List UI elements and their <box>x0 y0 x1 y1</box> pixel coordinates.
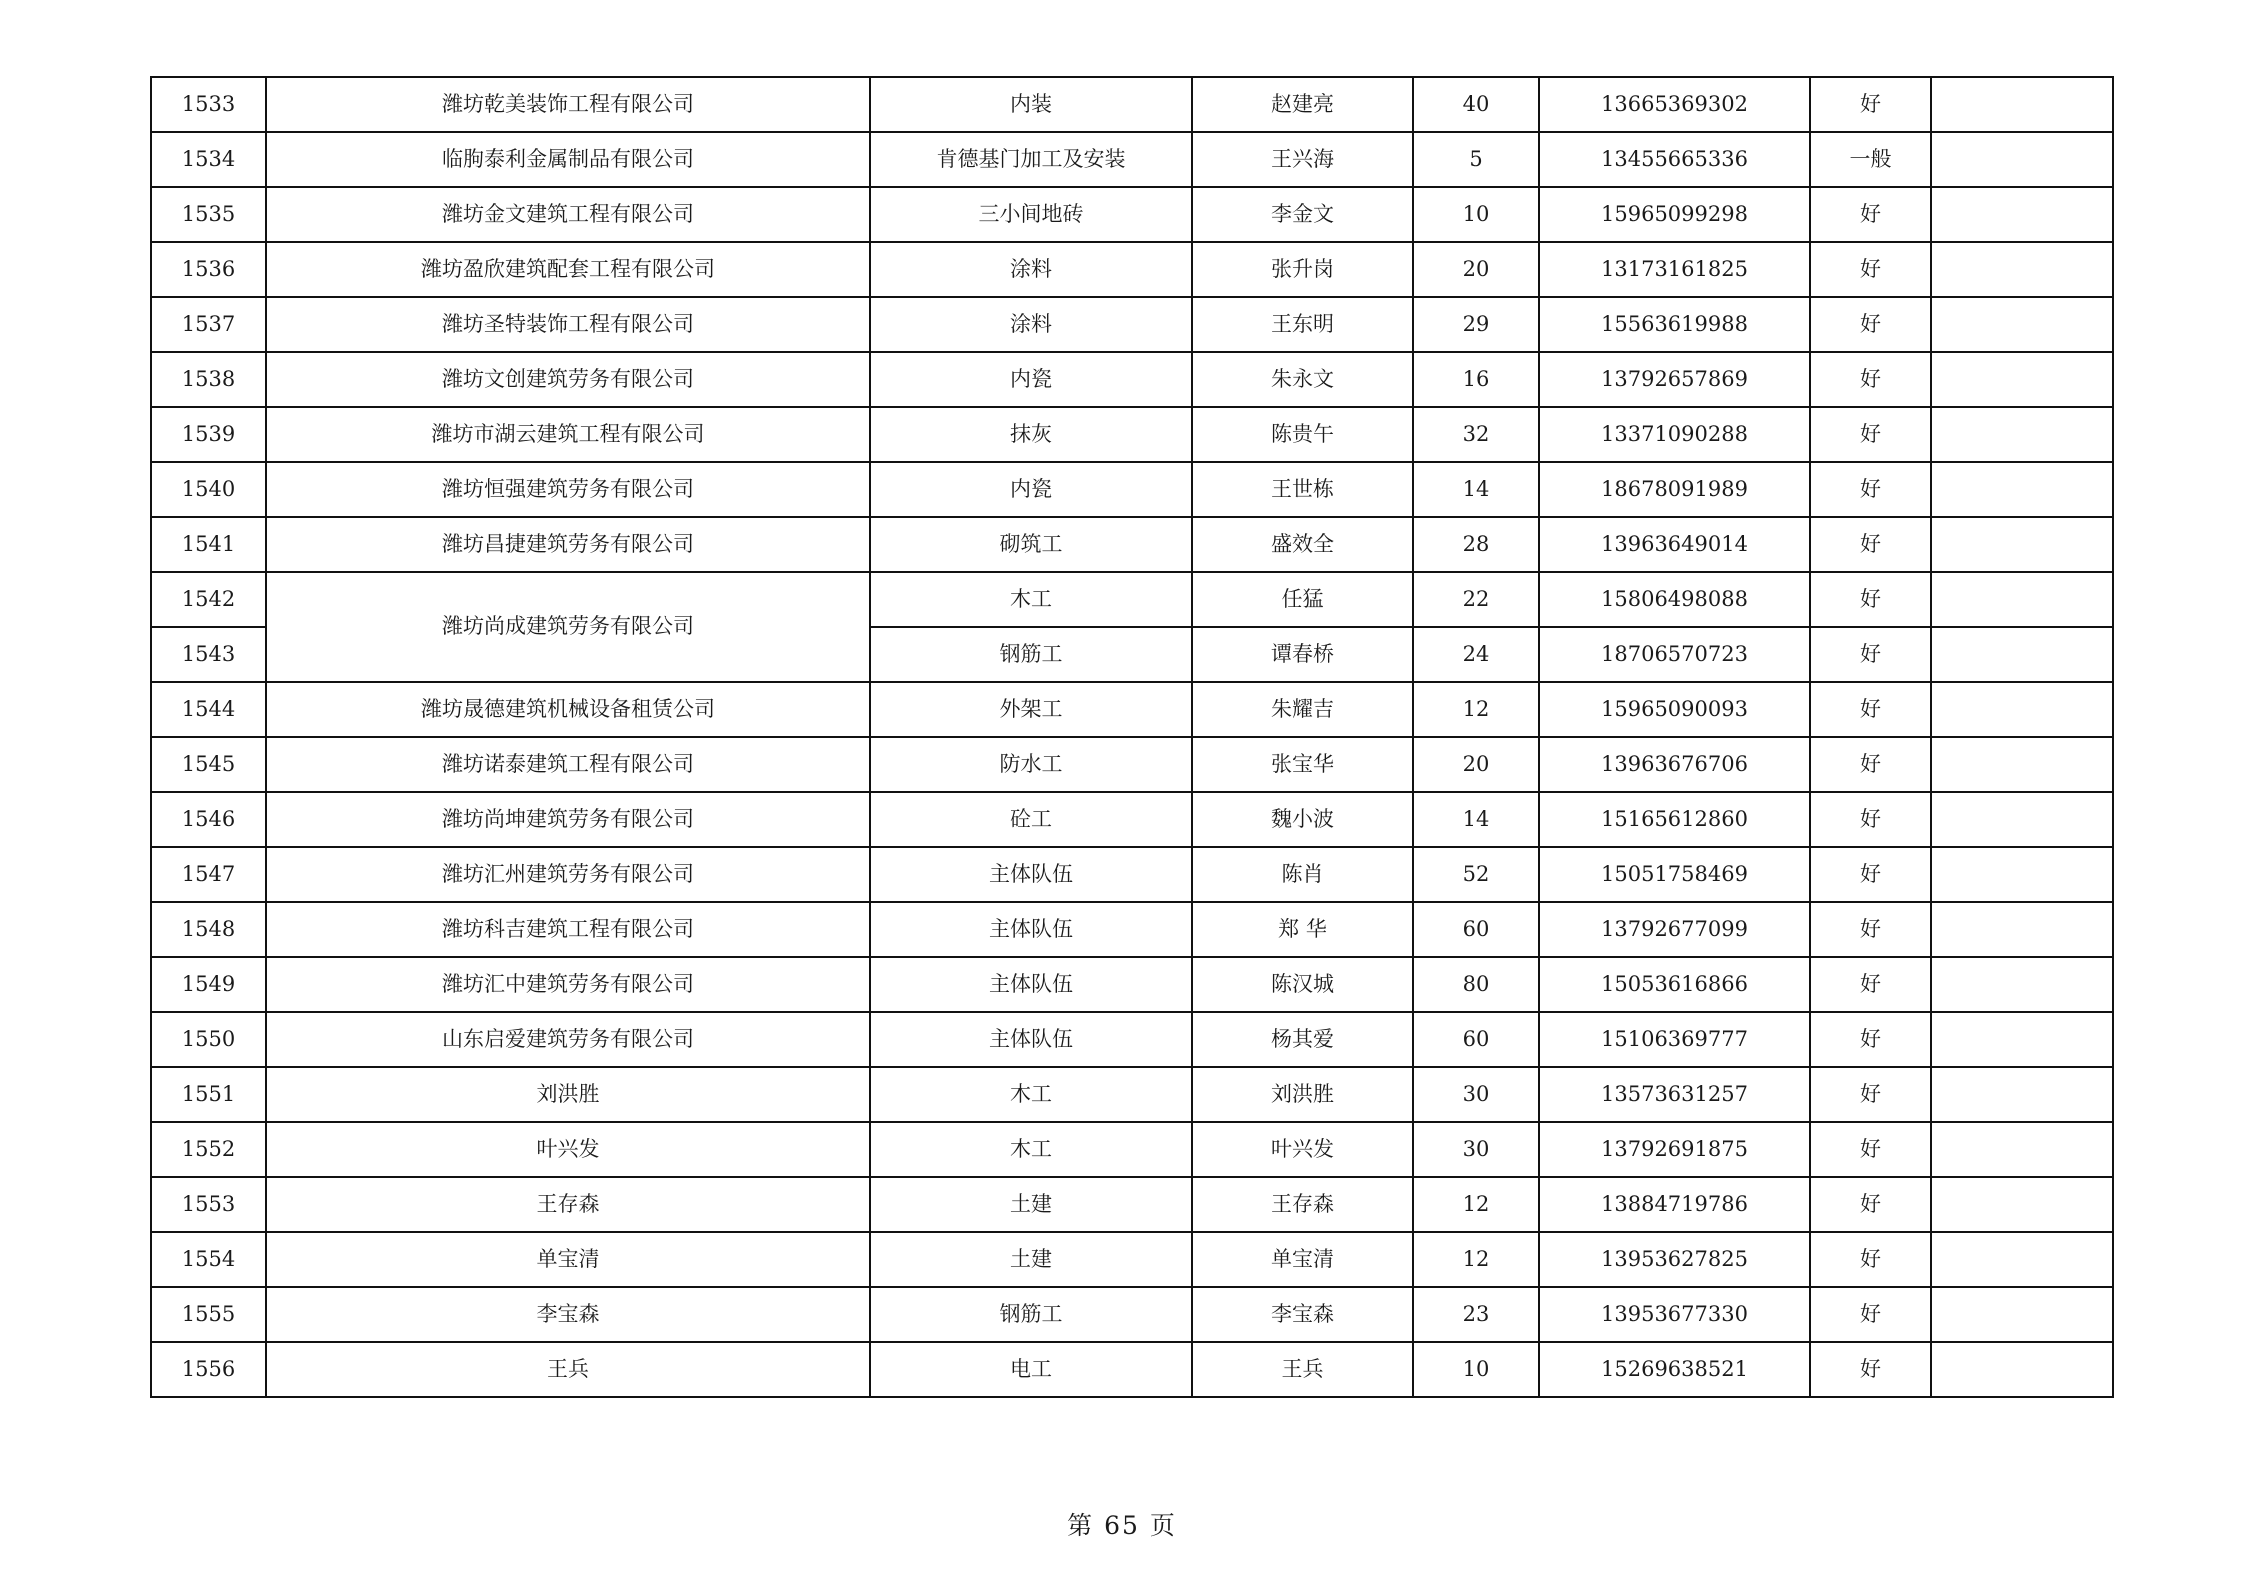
table-row <box>151 1067 2113 1122</box>
cell-company: 潍坊文创建筑劳务有限公司 <box>266 352 870 407</box>
cell-serial-number: 1550 <box>151 1012 266 1067</box>
cell-worker-count: 22 <box>1413 572 1539 627</box>
cell-remark <box>1931 902 2113 957</box>
cell-remark <box>1931 77 2113 132</box>
cell-phone: 13953627825 <box>1539 1232 1810 1287</box>
cell-contact-person: 郑 华 <box>1192 902 1413 957</box>
cell-trade: 内装 <box>870 77 1192 132</box>
cell-phone: 18706570723 <box>1539 627 1810 682</box>
cell-contact-person: 叶兴发 <box>1192 1122 1413 1177</box>
cell-worker-count: 14 <box>1413 462 1539 517</box>
cell-rating: 好 <box>1810 1287 1931 1342</box>
cell-remark <box>1931 792 2113 847</box>
cell-contact-person: 朱耀吉 <box>1192 682 1413 737</box>
cell-phone: 15965099298 <box>1539 187 1810 242</box>
cell-phone: 13371090288 <box>1539 407 1810 462</box>
table-row <box>151 1342 2113 1397</box>
cell-rating: 好 <box>1810 517 1931 572</box>
cell-phone: 13792657869 <box>1539 352 1810 407</box>
cell-trade: 土建 <box>870 1177 1192 1232</box>
cell-company: 叶兴发 <box>266 1122 870 1177</box>
cell-phone: 18678091989 <box>1539 462 1810 517</box>
cell-worker-count: 12 <box>1413 1232 1539 1287</box>
cell-remark <box>1931 682 2113 737</box>
cell-phone: 13573631257 <box>1539 1067 1810 1122</box>
cell-serial-number: 1538 <box>151 352 266 407</box>
cell-worker-count: 12 <box>1413 1177 1539 1232</box>
cell-contact-person: 王东明 <box>1192 297 1413 352</box>
cell-trade: 防水工 <box>870 737 1192 792</box>
cell-phone: 15165612860 <box>1539 792 1810 847</box>
table-row <box>151 847 2113 902</box>
cell-company: 潍坊诺泰建筑工程有限公司 <box>266 737 870 792</box>
cell-serial-number: 1548 <box>151 902 266 957</box>
cell-phone: 13173161825 <box>1539 242 1810 297</box>
cell-worker-count: 12 <box>1413 682 1539 737</box>
table-row <box>151 737 2113 792</box>
table-row <box>151 407 2113 462</box>
cell-remark <box>1931 352 2113 407</box>
cell-serial-number: 1537 <box>151 297 266 352</box>
cell-trade: 砌筑工 <box>870 517 1192 572</box>
cell-serial-number: 1552 <box>151 1122 266 1177</box>
cell-company: 潍坊盈欣建筑配套工程有限公司 <box>266 242 870 297</box>
table-row <box>151 572 2113 627</box>
table-row <box>151 1012 2113 1067</box>
cell-trade: 内瓷 <box>870 462 1192 517</box>
cell-company: 王存森 <box>266 1177 870 1232</box>
cell-phone: 13963676706 <box>1539 737 1810 792</box>
cell-serial-number: 1534 <box>151 132 266 187</box>
cell-phone: 15053616866 <box>1539 957 1810 1012</box>
cell-trade: 土建 <box>870 1232 1192 1287</box>
cell-serial-number: 1547 <box>151 847 266 902</box>
cell-worker-count: 24 <box>1413 627 1539 682</box>
cell-worker-count: 10 <box>1413 1342 1539 1397</box>
cell-rating: 好 <box>1810 1177 1931 1232</box>
cell-trade: 钢筋工 <box>870 627 1192 682</box>
cell-remark <box>1931 1067 2113 1122</box>
cell-phone: 15563619988 <box>1539 297 1810 352</box>
cell-rating: 好 <box>1810 352 1931 407</box>
cell-remark <box>1931 1232 2113 1287</box>
cell-trade: 主体队伍 <box>870 847 1192 902</box>
cell-company: 山东启爱建筑劳务有限公司 <box>266 1012 870 1067</box>
cell-worker-count: 29 <box>1413 297 1539 352</box>
cell-remark <box>1931 462 2113 517</box>
cell-company: 潍坊圣特装饰工程有限公司 <box>266 297 870 352</box>
cell-worker-count: 32 <box>1413 407 1539 462</box>
cell-company: 潍坊汇中建筑劳务有限公司 <box>266 957 870 1012</box>
cell-worker-count: 30 <box>1413 1067 1539 1122</box>
cell-rating: 好 <box>1810 737 1931 792</box>
cell-phone: 13963649014 <box>1539 517 1810 572</box>
cell-rating: 好 <box>1810 242 1931 297</box>
cell-remark <box>1931 187 2113 242</box>
cell-company: 刘洪胜 <box>266 1067 870 1122</box>
cell-rating: 好 <box>1810 682 1931 737</box>
cell-serial-number: 1535 <box>151 187 266 242</box>
table-row <box>151 297 2113 352</box>
cell-trade: 木工 <box>870 572 1192 627</box>
cell-company: 潍坊昌捷建筑劳务有限公司 <box>266 517 870 572</box>
cell-phone: 15806498088 <box>1539 572 1810 627</box>
cell-rating: 好 <box>1810 1232 1931 1287</box>
cell-contact-person: 王存森 <box>1192 1177 1413 1232</box>
cell-serial-number: 1555 <box>151 1287 266 1342</box>
cell-trade: 主体队伍 <box>870 957 1192 1012</box>
cell-company: 王兵 <box>266 1342 870 1397</box>
cell-contact-person: 盛效全 <box>1192 517 1413 572</box>
cell-rating: 好 <box>1810 957 1931 1012</box>
cell-contact-person: 张宝华 <box>1192 737 1413 792</box>
cell-rating: 好 <box>1810 187 1931 242</box>
cell-phone: 13455665336 <box>1539 132 1810 187</box>
cell-remark <box>1931 407 2113 462</box>
cell-worker-count: 40 <box>1413 77 1539 132</box>
cell-serial-number: 1543 <box>151 627 266 682</box>
cell-rating: 好 <box>1810 847 1931 902</box>
cell-contact-person: 李金文 <box>1192 187 1413 242</box>
cell-company: 李宝森 <box>266 1287 870 1342</box>
cell-remark <box>1931 1287 2113 1342</box>
cell-contact-person: 王兴海 <box>1192 132 1413 187</box>
cell-serial-number: 1536 <box>151 242 266 297</box>
cell-serial-number: 1551 <box>151 1067 266 1122</box>
cell-company: 潍坊金文建筑工程有限公司 <box>266 187 870 242</box>
page-number: 第 65 页 <box>1067 1511 1177 1540</box>
table-row <box>151 1287 2113 1342</box>
cell-rating: 好 <box>1810 627 1931 682</box>
cell-company: 单宝清 <box>266 1232 870 1287</box>
cell-trade: 主体队伍 <box>870 1012 1192 1067</box>
cell-remark <box>1931 1177 2113 1232</box>
cell-worker-count: 5 <box>1413 132 1539 187</box>
cell-company: 临朐泰利金属制品有限公司 <box>266 132 870 187</box>
table-row <box>151 242 2113 297</box>
table-row <box>151 1122 2113 1177</box>
cell-worker-count: 23 <box>1413 1287 1539 1342</box>
cell-rating: 好 <box>1810 462 1931 517</box>
cell-remark <box>1931 737 2113 792</box>
cell-serial-number: 1533 <box>151 77 266 132</box>
cell-company: 潍坊汇州建筑劳务有限公司 <box>266 847 870 902</box>
table-row <box>151 957 2113 1012</box>
cell-trade: 抹灰 <box>870 407 1192 462</box>
table-row <box>151 902 2113 957</box>
cell-rating: 好 <box>1810 792 1931 847</box>
cell-rating: 一般 <box>1810 132 1931 187</box>
cell-rating: 好 <box>1810 902 1931 957</box>
cell-contact-person: 王世栋 <box>1192 462 1413 517</box>
cell-trade: 肯德基门加工及安装 <box>870 132 1192 187</box>
cell-remark <box>1931 1122 2113 1177</box>
table-row <box>151 187 2113 242</box>
cell-company: 潍坊乾美装饰工程有限公司 <box>266 77 870 132</box>
cell-serial-number: 1539 <box>151 407 266 462</box>
cell-rating: 好 <box>1810 407 1931 462</box>
cell-worker-count: 30 <box>1413 1122 1539 1177</box>
cell-rating: 好 <box>1810 297 1931 352</box>
table-row <box>151 352 2113 407</box>
cell-phone: 13884719786 <box>1539 1177 1810 1232</box>
cell-serial-number: 1553 <box>151 1177 266 1232</box>
cell-contact-person: 单宝清 <box>1192 1232 1413 1287</box>
cell-worker-count: 28 <box>1413 517 1539 572</box>
cell-serial-number: 1554 <box>151 1232 266 1287</box>
cell-phone: 13792691875 <box>1539 1122 1810 1177</box>
cell-trade: 外架工 <box>870 682 1192 737</box>
cell-remark <box>1931 132 2113 187</box>
cell-contact-person: 陈肖 <box>1192 847 1413 902</box>
cell-serial-number: 1540 <box>151 462 266 517</box>
cell-trade: 三小间地砖 <box>870 187 1192 242</box>
cell-remark <box>1931 572 2113 627</box>
cell-phone: 15965090093 <box>1539 682 1810 737</box>
cell-trade: 木工 <box>870 1067 1192 1122</box>
table-row <box>151 1232 2113 1287</box>
cell-worker-count: 16 <box>1413 352 1539 407</box>
cell-worker-count: 10 <box>1413 187 1539 242</box>
cell-serial-number: 1546 <box>151 792 266 847</box>
cell-worker-count: 80 <box>1413 957 1539 1012</box>
cell-trade: 涂料 <box>870 242 1192 297</box>
cell-remark <box>1931 517 2113 572</box>
table-row <box>151 792 2113 847</box>
cell-contact-person: 谭春桥 <box>1192 627 1413 682</box>
cell-remark <box>1931 1342 2113 1397</box>
cell-company: 潍坊恒强建筑劳务有限公司 <box>266 462 870 517</box>
cell-remark <box>1931 1012 2113 1067</box>
cell-contact-person: 赵建亮 <box>1192 77 1413 132</box>
cell-company: 潍坊科吉建筑工程有限公司 <box>266 902 870 957</box>
cell-phone: 13665369302 <box>1539 77 1810 132</box>
cell-serial-number: 1545 <box>151 737 266 792</box>
cell-phone: 15051758469 <box>1539 847 1810 902</box>
table-row <box>151 682 2113 737</box>
table-row <box>151 1177 2113 1232</box>
cell-contact-person: 刘洪胜 <box>1192 1067 1413 1122</box>
cell-serial-number: 1544 <box>151 682 266 737</box>
cell-rating: 好 <box>1810 572 1931 627</box>
cell-trade: 主体队伍 <box>870 902 1192 957</box>
cell-trade: 电工 <box>870 1342 1192 1397</box>
cell-remark <box>1931 297 2113 352</box>
cell-worker-count: 20 <box>1413 242 1539 297</box>
cell-worker-count: 60 <box>1413 902 1539 957</box>
cell-worker-count: 20 <box>1413 737 1539 792</box>
cell-company: 潍坊尚坤建筑劳务有限公司 <box>266 792 870 847</box>
table-row <box>151 462 2113 517</box>
cell-worker-count: 60 <box>1413 1012 1539 1067</box>
cell-contact-person: 杨其爱 <box>1192 1012 1413 1067</box>
cell-serial-number: 1541 <box>151 517 266 572</box>
cell-worker-count: 14 <box>1413 792 1539 847</box>
cell-remark <box>1931 242 2113 297</box>
table-row <box>151 132 2113 187</box>
table-row <box>151 517 2113 572</box>
cell-trade: 涂料 <box>870 297 1192 352</box>
cell-trade: 砼工 <box>870 792 1192 847</box>
cell-worker-count: 52 <box>1413 847 1539 902</box>
cell-serial-number: 1542 <box>151 572 266 627</box>
cell-rating: 好 <box>1810 1122 1931 1177</box>
cell-contact-person: 李宝森 <box>1192 1287 1413 1342</box>
cell-contact-person: 任猛 <box>1192 572 1413 627</box>
cell-trade: 钢筋工 <box>870 1287 1192 1342</box>
roster-body <box>151 77 2113 1397</box>
cell-phone: 13953677330 <box>1539 1287 1810 1342</box>
cell-rating: 好 <box>1810 1342 1931 1397</box>
cell-contact-person: 王兵 <box>1192 1342 1413 1397</box>
table-row <box>151 77 2113 132</box>
cell-rating: 好 <box>1810 77 1931 132</box>
cell-remark <box>1931 627 2113 682</box>
cell-rating: 好 <box>1810 1067 1931 1122</box>
cell-contact-person: 朱永文 <box>1192 352 1413 407</box>
cell-trade: 内瓷 <box>870 352 1192 407</box>
cell-remark <box>1931 957 2113 1012</box>
contractor-roster-table <box>150 76 2114 1398</box>
cell-contact-person: 魏小波 <box>1192 792 1413 847</box>
cell-company: 潍坊尚成建筑劳务有限公司 <box>266 572 870 682</box>
cell-phone: 15106369777 <box>1539 1012 1810 1067</box>
cell-company: 潍坊市湖云建筑工程有限公司 <box>266 407 870 462</box>
cell-serial-number: 1556 <box>151 1342 266 1397</box>
cell-serial-number: 1549 <box>151 957 266 1012</box>
cell-rating: 好 <box>1810 1012 1931 1067</box>
cell-contact-person: 陈贵午 <box>1192 407 1413 462</box>
cell-phone: 13792677099 <box>1539 902 1810 957</box>
cell-trade: 木工 <box>870 1122 1192 1177</box>
cell-company: 潍坊晟德建筑机械设备租赁公司 <box>266 682 870 737</box>
cell-contact-person: 陈汉城 <box>1192 957 1413 1012</box>
cell-phone: 15269638521 <box>1539 1342 1810 1397</box>
cell-remark <box>1931 847 2113 902</box>
cell-contact-person: 张升岗 <box>1192 242 1413 297</box>
